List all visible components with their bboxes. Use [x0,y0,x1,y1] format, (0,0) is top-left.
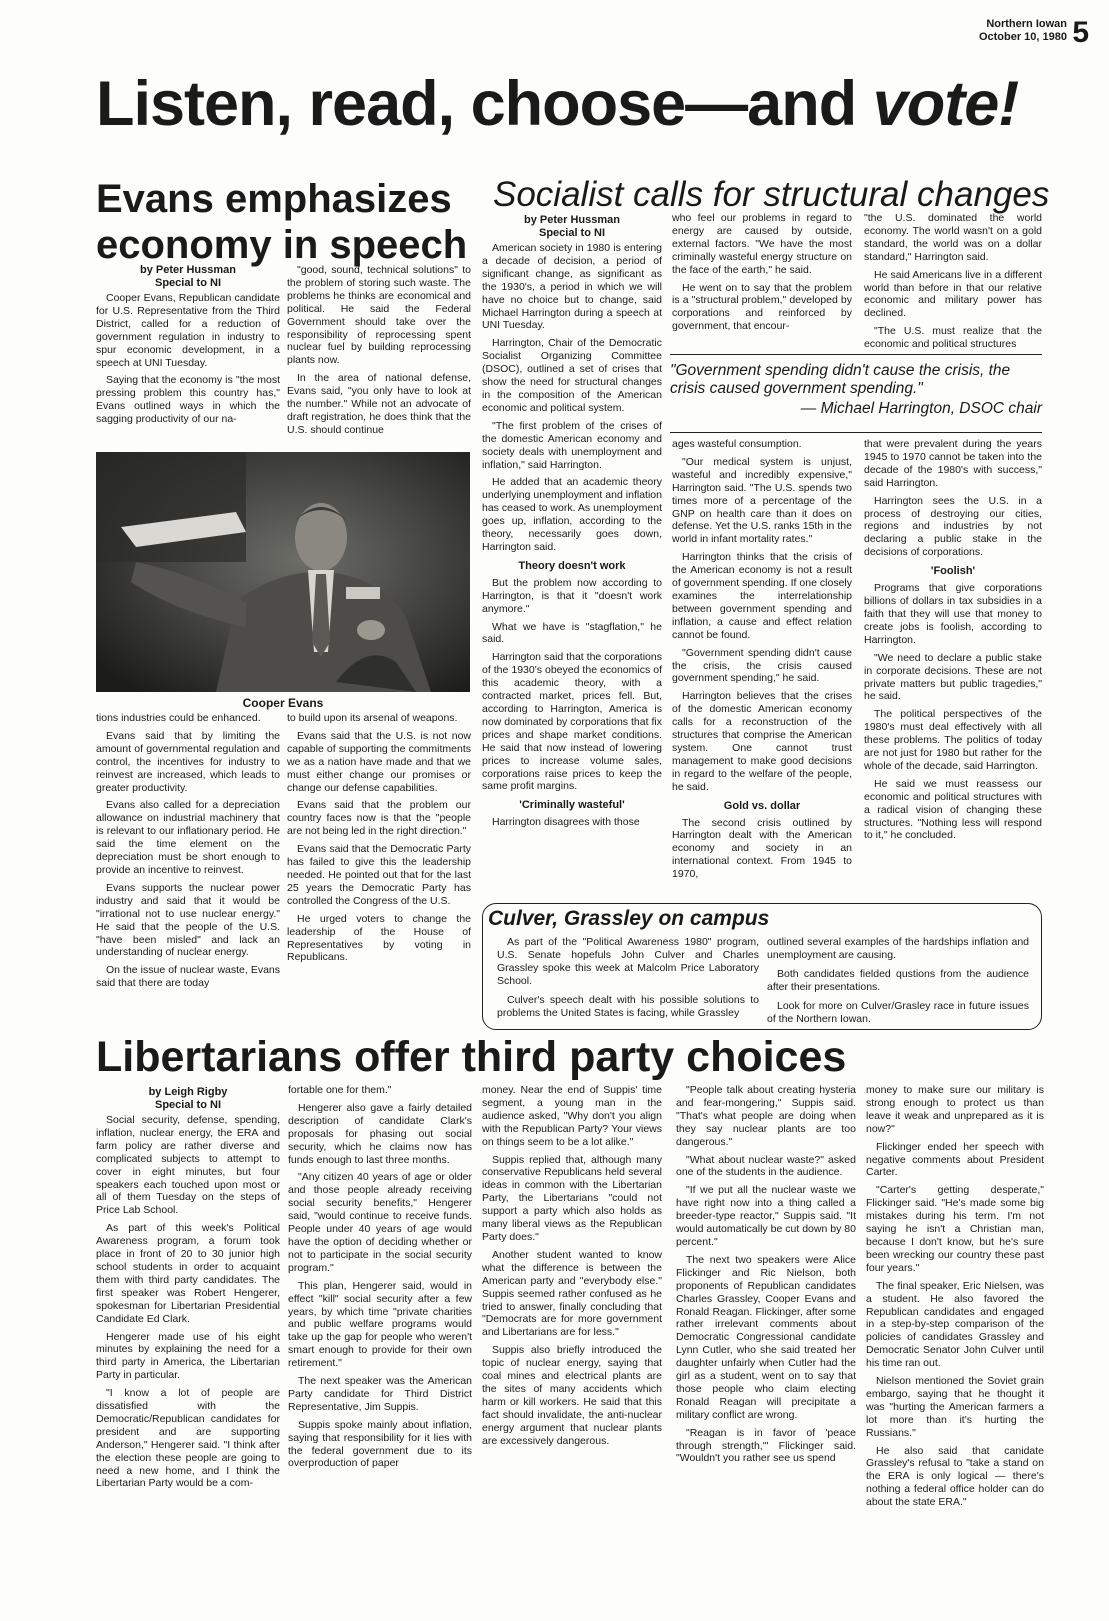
paragraph: money to make sure our military is strong enough to protect us than leave it weak and unprepared as it is now?" [866,1084,1044,1135]
paragraph: Evans supports the nuclear power industry and said that it would be "irrational not to use nuclear energy." He said that the people of the U.S. "have been misled" and lack an understanding of nuclear energy. [96,881,280,959]
paragraph: Harrington thinks that the crisis of the American economy is not a result of government spending. If one closely examines the interrelationship between government spending and inflation, a cause and effect relation cannot be found. [672,551,852,641]
box-column-1 [497,936,759,1026]
libertarians-column-5 [866,1084,1044,1534]
paragraph: The next speaker was the American Party candidate for Third District Representative, Jim Suppis. [288,1375,472,1413]
subhead-gold-vs-dollar: Gold vs. dollar [723,799,801,812]
paragraph: He said Americans live in a different world than before in that our relative economic and military power has declined. [864,268,1042,320]
photo-caption: Cooper Evans [242,696,324,710]
paragraph: The final speaker, Eric Nielsen, was a student. He also favored the Republican candidates and engaged in a step-by-step comparison of the policies of candidates Grassley and Democratic Senator John Culver until his time ran out. [866,1279,1044,1370]
paragraph: Evans said that the U.S. is not now capable of supporting the commitments we as a nation have made and that we must either change our promises or change our defense capabilities. [287,729,471,794]
socialist-headline: Socialist calls for structural changes [493,175,1050,214]
box-column-2 [767,936,1029,1032]
paragraph: fortable one for them." [288,1084,392,1096]
masthead [979,18,1067,44]
paragraph: He urged voters to change the leadership of the House of Representatives by voting in Republicans. [287,912,471,964]
evans-column-4 [287,712,471,1032]
page-headline [96,68,1086,140]
socialist-column-2-bottom [672,438,852,902]
paragraph: "the U.S. dominated the world economy. The world wasn't on a gold standard, the world was on a dollar standard," Harrington said. [864,212,1042,263]
libertarians-byline-author: by Leigh Rigby [148,1086,228,1098]
paragraph: "We need to declare a public stake in corporate decisions. These are not private matters but public tragedies," he said. [864,651,1042,703]
pull-quote-text: "Government spending didn't cause the crisis, the crisis caused government spending." [670,362,1011,397]
page-number: 5 [1072,16,1089,49]
paragraph: Look for more on Culver/Grasley race in future issues of the Northern Iowan. [767,1000,1029,1025]
paragraph: This plan, Hengerer said, would in effect "kill" social security after a few years, by which time "private charities and public welfare programs would take up the gap for people who weren't smart enough to provide for their own retirement." [288,1279,472,1370]
paragraph: American society in 1980 is entering a decade of decision, a period of significant change, as significant as the 1930's, a period in which we will have no choice but to change, said Michael Harrington during a speech at UNI Tuesday. [482,242,662,332]
paragraph: "What about nuclear waste?" asked one of the students in the audience. [676,1153,856,1179]
libertarians-column-3 [482,1084,662,1534]
socialist-byline-credit: Special to NI [538,227,606,239]
paragraph: Harrington disagrees with those [492,816,640,829]
paragraph: ages wasteful consumption. [672,438,802,450]
subhead-foolish: 'Foolish' [930,565,976,578]
paragraph: "Carter's getting desperate," Flickinger said. "He's made some big mistakes during his term. I'm not saying he isn't a Christian man, because I don't know, but he's sure been wrecking our country these past four years." [866,1184,1044,1274]
paragraph: "Reagan is in favor of 'peace through strength,'" Flickinger said. "Wouldn't you rather see us spend [676,1426,856,1465]
issue-date: October 10, 1980 [978,31,1067,43]
quote-rule-bottom [670,432,1042,433]
socialist-byline [482,214,662,240]
paragraph: "Government spending didn't cause the crisis, the crisis caused government spending," he said. [672,646,852,685]
paragraph: Evans also called for a depreciation allowance on industrial machinery that is relevant to our inflationary period. He said the time element on the depreciation must be short enough to provide an incentive to reinvest. [96,799,280,876]
evans-byline-author: by Peter Hussman [140,264,236,276]
pull-quote-attribution: — Michael Harrington, DSOC chair [800,400,1042,417]
paragraph: The second crisis outlined by Harrington dealt with the American economy and society in an international context. From 1945 to 1970, [672,816,852,881]
paragraph: outlined several examples of the hardships inflation and unemployment are causing. [767,936,1029,961]
box-title: Culver, Grassley on campus [488,907,770,930]
paragraph: Suppis spoke mainly about inflation, saying that responsibility for it lies with the federal government due to its overproduction of paper [288,1418,472,1470]
paper-name: Northern Iowan [986,18,1067,30]
paragraph: "People talk about creating hysteria and fear-mongering," Suppis said. "That's what people are doing when they say nuclear plants are too dangerous." [676,1084,856,1148]
socialist-column-1 [482,242,662,902]
paragraph: Nielson mentioned the Soviet grain embargo, saying that he thought it was "hurting the American farmers a lot more than it's hurting the Russians." [866,1375,1044,1439]
paragraph: But the problem now according to Harrington, is that it "doesn't work anymore." [482,576,662,615]
paragraph: Hengerer also gave a fairly detailed description of candidate Clark's proposals for phasing out social security, which he claims now has funds enough to last three months. [288,1101,472,1166]
paragraph: Programs that give corporations billions of dollars in tax subsidies in a faith that they will use that money to create jobs is foolish, according to Harrington. [864,582,1042,646]
photo-illustration [96,452,470,692]
evans-headline: Evans emphasizes economy in speech [96,177,468,267]
socialist-column-3-top [864,212,1042,350]
paragraph: "The U.S. must realize that the economic and political structures [864,325,1042,350]
paragraph: Saying that the economy is "the most pressing problem this country has," Evans outlined ways in which the sagging productivity of our na- [96,374,280,426]
paragraph: As part of this week's Political Awareness program, a forum took place in front of 20 to 30 junior high school students in order to acquaint them with third party candidates. The first speaker was Robert Hengerer, spokesman for Libertarian Presidential Candidate Ed Clark. [96,1222,280,1325]
paragraph: Harrington sees the U.S. in a process of destroying our cities, regions and industries by not declaring a public stake in the decisions of corporations. [864,494,1042,559]
paragraph: to build upon its arsenal of weapons. [287,712,458,724]
paragraph: "Our medical system is unjust, wasteful and incredibly expensive," Harrington said. "The U.S. spends two times more of a percentage of the GNP on health care than it does on defense. Yet the U.S. ranks 15th in the world in infant mortality rates." [672,455,852,546]
evans-column-1 [96,292,280,448]
page-headline-emphasis: vote! [872,69,1019,139]
paragraph: Evans said that the Democratic Party has failed to give this the leadership needed. He pointed out that for the last 25 years the Democratic Party has controlled the Congress of the U.S. [287,843,471,907]
libertarians-byline [96,1086,280,1112]
paragraph: Harrington said that the corporations of the 1930's obeyed the economics of this academic theory, with a contracted market, prices fell. But, according to Harrington, America is now dominated by corporations that fix prices and shape market conditions. He said that now instead of lowering prices to increase volume sales, corporations raise prices to keep the same profit margins. [482,651,662,793]
paragraph: who feel our problems in regard to energy are caused by outside, external factors. "We have the most criminally wasteful energy structure on the face of the earth," he said. [672,212,852,276]
paragraph: "Any citizen 40 years of age or older and those people already receiving social security benefits," Hengerer said, "would continue to receive funds. People under 40 years of age would have the option of deciding whether or not to participate in the social security program." [288,1171,472,1274]
libertarians-column-2 [288,1084,472,1534]
libertarians-headline: Libertarians offer third party choices [96,1033,847,1081]
paragraph: "The first problem of the crises of the domestic American economy and society deals with unemployment and inflation," said Harrington. [482,419,662,471]
paragraph: As part of the "Political Awareness 1980" program, U.S. Senate hopefuls John Culver and Charles Grassley spoke this week at Malcolm Price Laboratory School. [497,936,759,987]
paragraph: Harrington believes that the crises of the domestic American economy calls for a reconstruction of the structures that comprise the American system. One cannot trust management to make good decisions in regard to the welfare of the people, he said. [672,690,852,793]
paragraph: "I know a lot of people are dissatisfied with the Democratic/Republican candidates for president and are supporting Anderson," Hengerer said. "I think after the election these people are going to need a new home, and I think the Libertarian Party would be a com- [96,1387,280,1490]
paragraph: The next two speakers were Alice Flickinger and Ric Nielson, both proponents of Republican candidates Charles Grassley, Cooper Evans and Ronald Reagan. Flickinger, after some rather irrelevant comments about Democratic Congressional candidate Lynn Cutler, who she said treated her daughter unfairly when Cutler had the girl as a student, went on to say that those people who claim electing Ronald Reagan will precipitate a military conflict are wrong. [676,1253,856,1421]
subhead-theory: Theory doesn't work [518,559,626,572]
paragraph: Evans said that by limiting the amount of governmental regulation and control, the incentives for industry to reinvest are increased, which leads to greater productivity. [96,729,280,794]
paragraph: Suppis replied that, although many conservative Republicans held several ideas in common with the Libertarian Party, the Libertarians "could not support a party which also holds as many liberal views as the Republican Party does." [482,1153,662,1243]
cooper-evans-photo [96,452,470,692]
page-headline-main: Listen, read, choose—and [96,69,857,139]
paragraph: Evans said that the problem our country faces now is that the "people are not being led in the right direction." [287,799,471,838]
socialist-column-2-top [672,212,852,350]
evans-byline-credit: Special to NI [154,277,222,289]
paragraph: Suppis also briefly introduced the topic of nuclear energy, saying that coal mines and electrical plants are the sites of many accidents which harm or kill workers. He said that this fact should invalidate, the anti-nuclear energy argument that nuclear plants are excessively dangerous. [482,1344,662,1447]
libertarians-byline-credit: Special to NI [154,1099,222,1111]
evans-byline [96,264,280,290]
quote-rule-top [670,354,1042,355]
socialist-column-3-bottom [864,438,1042,902]
paragraph: Both candidates fielded qustions from the audience after their presentations. [767,968,1029,993]
evans-column-3 [96,712,280,1032]
pull-quote [670,362,1042,418]
paragraph: He said we must reassess our economic and political structures with a radical vision of changing these structures. "Nothing less will respond to it," he concluded. [864,777,1042,842]
paragraph: Social security, defense, spending, inflation, nuclear energy, the ERA and farm policy are rather diverse and complicated subjects to attempt to cover in eight minutes, but four speakers each touched upon most or all of them Tuesday on the steps of Price Lab School. [96,1114,280,1217]
paragraph: Flickinger ended her speech with negative comments about President Carter. [866,1140,1044,1179]
paragraph: Another student wanted to know what the difference is between the American party and "everybody else." Suppis seemed rather confused as he tried to answer, finally concluding that "Democrats are for more government and Libertarians are for less." [482,1248,662,1339]
paragraph: What we have is "stagflation," he said. [482,620,662,646]
libertarians-column-4 [676,1084,856,1534]
libertarians-column-1 [96,1114,280,1534]
paragraph: Hengerer made use of his eight minutes by explaining the need for a third party in America, the Libertarian Party in particular. [96,1330,280,1382]
paragraph: He also said that canidate Grassley's refusal to "take a stand on the ERA is only logical — there's nothing a federal office holder can do about the state ERA." [866,1444,1044,1509]
paragraph: In the area of national defense, Evans said, "you only have to look at the number." While not an advocate of draft registration, he does think that the U.S. should continue [287,372,471,436]
evans-column-2 [287,264,471,448]
paragraph: tions industries could be enhanced. [96,712,261,724]
subhead-criminally-wasteful: 'Criminally wasteful' [519,799,625,812]
paragraph: Cooper Evans, Republican candidate for U.S. Representative from the Third District, called for a reduction of government regulation in industry to spur economic development, in a speech at UNI Tuesday. [96,292,280,369]
paragraph: He went on to say that the problem is a "structural problem," developed by corporations and reinforced by government, that encour- [672,281,852,333]
paragraph: "good, sound, technical solutions" to the problem of storing such waste. The problems he thinks are economical and political. He said the Federal Government should take over the responsibility of reprocessing spent nuclear fuel by building reprocessing plants now. [287,264,471,367]
paragraph: He added that an academic theory underlying unemployment and inflation has ceased to work. As unemployment goes up, inflation, according to the theory, necessarily goes down, Harrington said. [482,476,662,553]
paragraph: On the issue of nuclear waste, Evans said that there are today [96,964,280,990]
paragraph: The political perspectives of the 1980's must deal effectively with all these problems. The politics of today are not just for 1980 but rather for the whole of the decade, said Harrington. [864,708,1042,772]
paragraph: Harrington, Chair of the Democratic Socialist Organizing Committee (DSOC), outlined a set of crises that show the need for structural changes in the composition of the American economic and political system. [482,337,662,414]
socialist-byline-author: by Peter Hussman [524,214,620,226]
paragraph: money. Near the end of Suppis' time segment, a young man in the audience asked, "Why don't you align with the Republican Party? Your views on things seem to be a lot alike." [482,1084,662,1148]
paragraph: that were prevalent during the years 1945 to 1970 cannot be taken into the decade of the 1980's with success," said Harrington. [864,438,1042,489]
paragraph: "If we put all the nuclear waste we have right now into a thing called a breeder-type reactor," Suppis said. "It would automatically be cut down by 80 percent." [676,1184,856,1248]
paragraph: Culver's speech dealt with his possible solutions to problems the United States is facing, while Grassley [497,994,759,1019]
